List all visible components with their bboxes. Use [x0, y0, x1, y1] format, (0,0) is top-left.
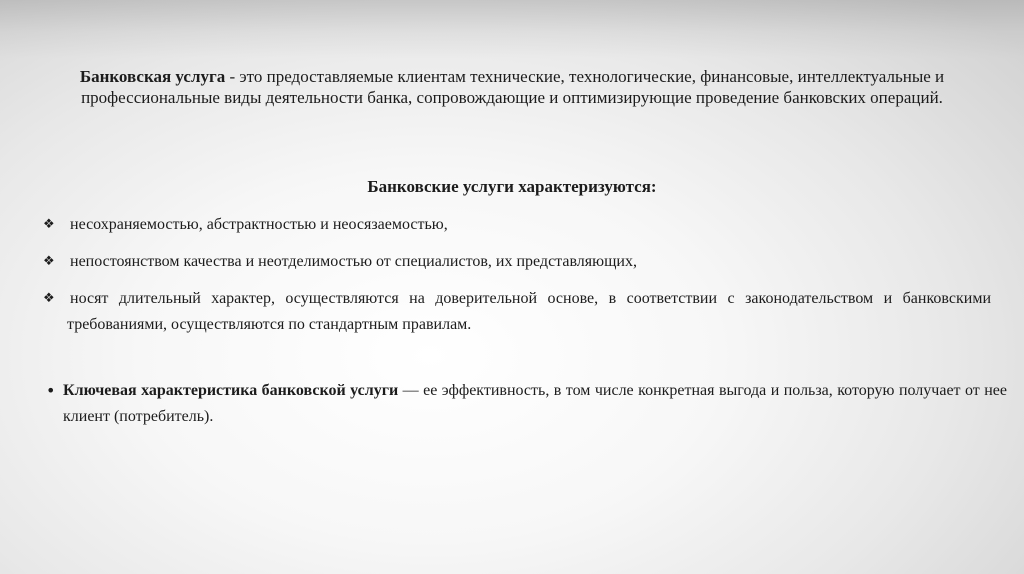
characteristics-list — [43, 212, 991, 349]
diamond-bullet-icon: ❖ — [43, 217, 55, 232]
diamond-bullet-icon: ❖ — [43, 254, 55, 269]
characteristics-heading: Банковские услуги характеризуются: — [367, 177, 657, 196]
list-item — [43, 249, 991, 275]
key-term: Ключевая характеристика банковской услуги — [63, 382, 399, 399]
top-gradient-band — [0, 0, 1024, 58]
list-item-text: несохраняемостью, абстрактностью и неосязаемостью, — [70, 216, 448, 233]
list-item-text: носят длительный характер, осуществляются на доверительной основе, в соответствии с законодательством и банковскими требованиями, осуществляются по стандартным правилам. — [67, 290, 991, 333]
intro-definition: - это предоставляемые клиентам технические, технологические, финансовые, интеллектуальные и профессиональные виды деятельности банка, сопровождающие и оптимизирующие проведение банковских операций. — [81, 67, 945, 107]
diamond-bullet-icon: ❖ — [43, 291, 55, 306]
list-item — [43, 286, 991, 338]
key-text: — ее эффективность, в том числе конкретная выгода и польза, которую получает от нее клиент (потребитель). — [63, 382, 1007, 425]
intro-term: Банковская услуга — [79, 67, 226, 86]
list-item-text: непостоянством качества и неотделимостью от специалистов, их представляющих, — [70, 253, 637, 270]
round-bullet-icon: • — [46, 381, 56, 400]
list-item — [43, 212, 991, 238]
intro-paragraph — [24, 66, 1000, 108]
key-characteristic-paragraph — [46, 378, 1007, 430]
